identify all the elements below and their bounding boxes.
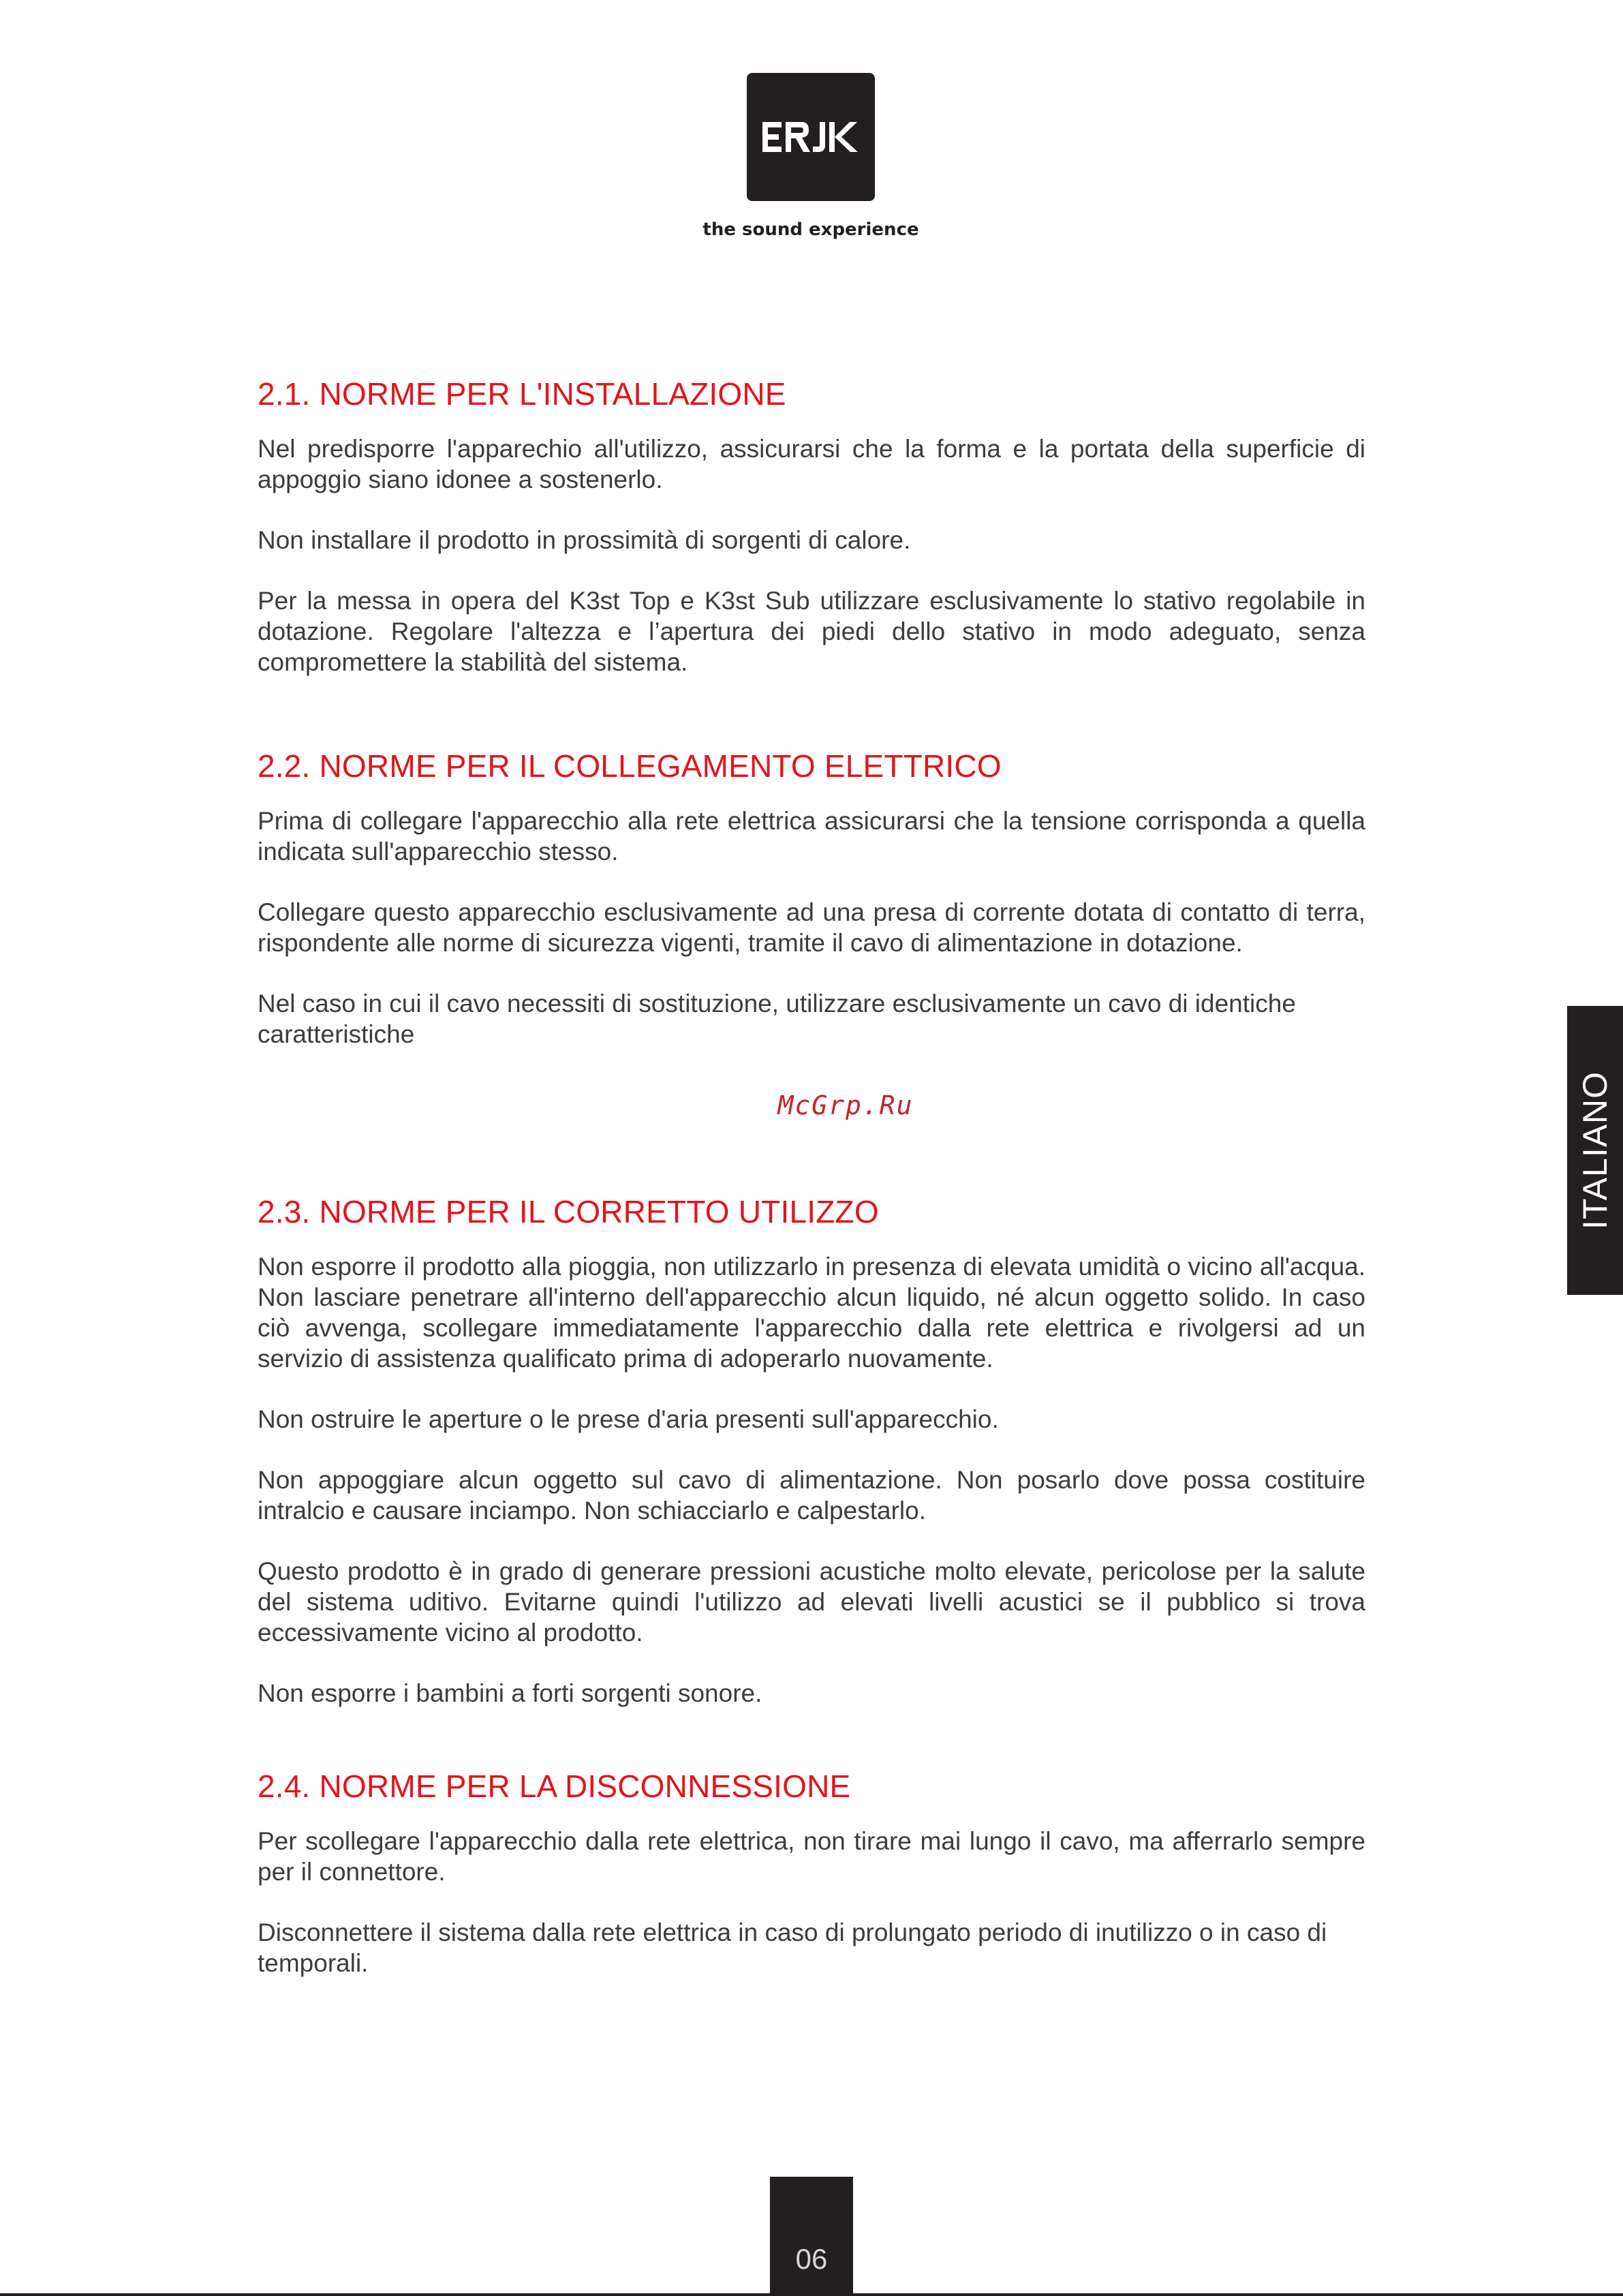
paragraph: Disconnettere il sistema dalla rete elettrica in caso di prolungato periodo di inutilizzo o in caso di temporali.: [258, 1918, 1327, 1977]
page-number-box: [770, 2177, 853, 2296]
watermark: McGrp.Ru: [777, 1090, 914, 1120]
paragraph: Non ostruire le aperture o le prese d'aria presenti sull'apparecchio.: [258, 1405, 999, 1433]
paragraph: Non esporre i bambini a forti sorgenti sonore.: [258, 1679, 762, 1707]
paragraph: Non esporre il prodotto alla pioggia, non utilizzarlo in presenza di elevata umidità o vicino all'acqua. Non lasciare penetrare all'interno dell'apparecchio alcun liquido, né alcun oggetto solido. In caso ciò avvenga, scollegare immediatamente l'apparecchio dalla rete elettrica e rivolgersi ad un servizio di assistenza qualificato prima di adoperarlo nuovamente.: [258, 1253, 1365, 1373]
page-number: 06: [795, 2243, 828, 2275]
section-installation: [258, 375, 1365, 677]
section-electrical-connection: [258, 747, 1365, 1120]
section-heading: 2.4. NORME PER LA DISCONNESSIONE: [258, 1769, 851, 1804]
brand-tagline: the sound experience: [702, 219, 919, 240]
footer-divider: [0, 2293, 1623, 2296]
document-body: [258, 375, 1365, 2008]
language-tab-label: ITALIANO: [1576, 1071, 1614, 1230]
paragraph: Collegare questo apparecchio esclusivamente ad una presa di corrente dotata di contatto di terra, rispondente alle norme di sicurezza vigenti, tramite il cavo di alimentazione in dotazione.: [258, 898, 1365, 957]
erjk-logo-mark: [760, 117, 862, 157]
paragraph: Per la messa in opera del K3st Top e K3st Sub utilizzare esclusivamente lo stativo regolabile in dotazione. Regolare l'altezza e l’apertura dei piedi dello stativo in modo adeguato, senza compromettere la stabilità del sistema.: [258, 587, 1365, 676]
paragraph: Non appoggiare alcun oggetto sul cavo di alimentazione. Non posarlo dove possa costituire intralcio e causare inciampo. Non schiacciarlo e calpestarlo.: [258, 1466, 1365, 1525]
brand-logo: [747, 73, 875, 201]
section-heading: 2.2. NORME PER IL COLLEGAMENTO ELETTRICO: [258, 748, 1002, 784]
language-tab: [1567, 1006, 1623, 1295]
paragraph: Non installare il prodotto in prossimità di sorgenti di calore.: [258, 526, 911, 554]
paragraph: Per scollegare l'apparecchio dalla rete elettrica, non tirare mai lungo il cavo, ma afferrarlo sempre per il connettore.: [258, 1827, 1365, 1886]
section-disconnection: [258, 1767, 1365, 1978]
section-correct-use: [258, 1193, 1365, 1709]
paragraph: Questo prodotto è in grado di generare pressioni acustiche molto elevate, pericolose per la salute del sistema uditivo. Evitarne quindi l'utilizzo ad elevati livelli acustici se il pubblico si trova eccessivamente vicino al prodotto.: [258, 1557, 1365, 1647]
paragraph: Prima di collegare l'apparecchio alla rete elettrica assicurarsi che la tensione corrisponda a quella indicata sull'apparecchio stesso.: [258, 807, 1365, 866]
section-heading: 2.1. NORME PER L'INSTALLAZIONE: [258, 376, 786, 412]
paragraph: Nel predisporre l'apparechio all'utilizzo, assicurarsi che la forma e la portata della superficie di appoggio siano idonee a sostenerlo.: [258, 435, 1365, 493]
paragraph: Nel caso in cui il cavo necessiti di sostituzione, utilizzare esclusivamente un cavo di identiche caratteristiche: [258, 990, 1296, 1048]
section-heading: 2.3. NORME PER IL CORRETTO UTILIZZO: [258, 1194, 879, 1229]
